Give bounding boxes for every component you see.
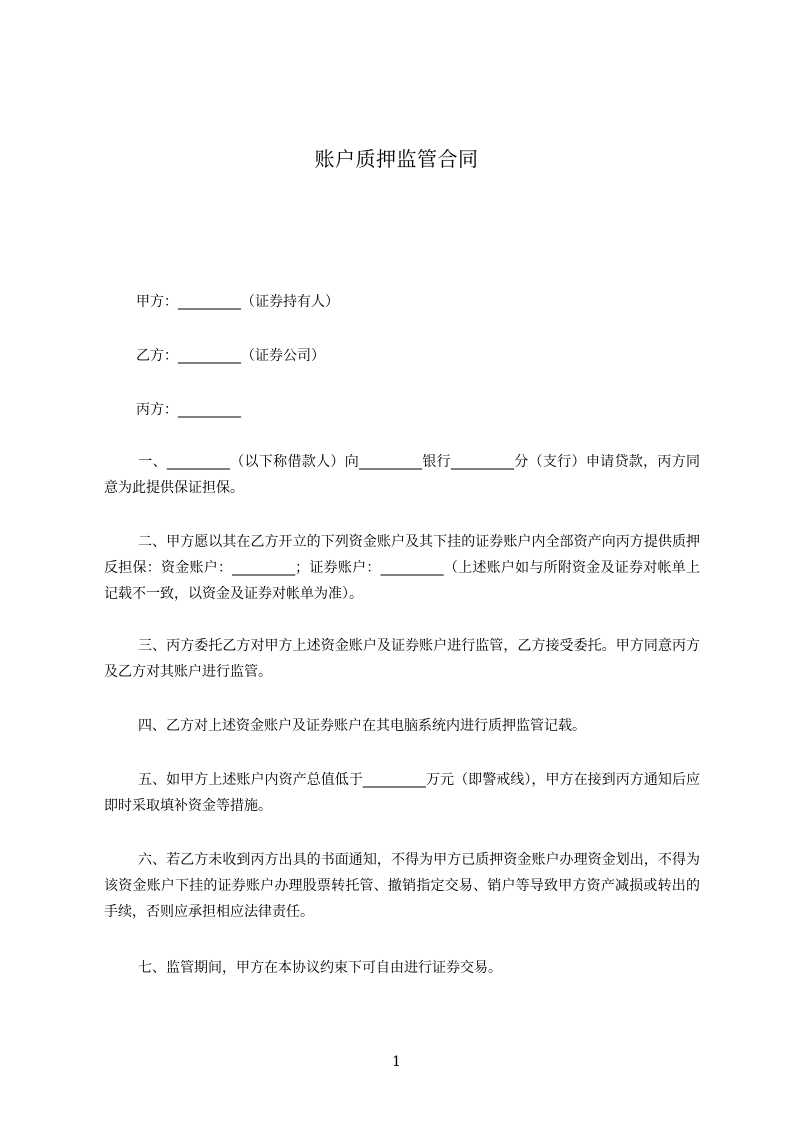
document-title: 账户质押监管合同 <box>314 147 479 171</box>
clause-5-text: 五、如甲方上述账户内资产总值低于_________万元（即警戒线），甲方在接到丙方通知后应即时采取填补资金等措施。 <box>104 772 700 814</box>
clause-4-text: 四、乙方对上述资金账户及证券账户在其电脑系统内进行质押监管记载。 <box>138 718 586 734</box>
clause-1-text: 一、_________（以下称借款人）向_________银行_________分（支行）申请贷款，丙方同意为此提供保证担保。 <box>104 454 700 496</box>
clause-3 <box>104 633 700 685</box>
clause-2-text: 二、甲方愿以其在乙方开立的下列资金账户及其下挂的证券账户内全部资产向丙方提供质押反担保：资金账户：_________；证券账户：_________（上述账户如与所附资金及证券对帐单上记载不一致，以资金及证券对帐单为准）。 <box>104 534 700 602</box>
clause-4 <box>104 713 700 739</box>
clause-6 <box>104 847 700 925</box>
page-number: 1 <box>392 1054 401 1070</box>
party-a: 甲方：_________（证券持有人） <box>136 294 339 310</box>
clause-7-text: 七、监管期间，甲方在本协议约束下可自由进行证券交易。 <box>138 960 502 976</box>
clause-6-text: 六、若乙方未收到丙方出具的书面通知，不得为甲方已质押资金账户办理资金划出，不得为该资金账户下挂的证券账户办理股票转托管、撤销指定交易、销户等导致甲方资产减损或转出的手续，否则应承担相应法律责任。 <box>104 852 700 920</box>
clause-7 <box>104 955 700 981</box>
clause-1 <box>104 449 700 501</box>
clause-3-text: 三、丙方委托乙方对甲方上述资金账户及证券账户进行监管，乙方接受委托。甲方同意丙方及乙方对其账户进行监管。 <box>104 638 700 680</box>
party-c: 丙方：_________ <box>136 402 241 418</box>
clause-2 <box>104 529 700 607</box>
clause-5 <box>104 767 700 819</box>
party-b: 乙方：_________（证券公司） <box>136 348 325 364</box>
